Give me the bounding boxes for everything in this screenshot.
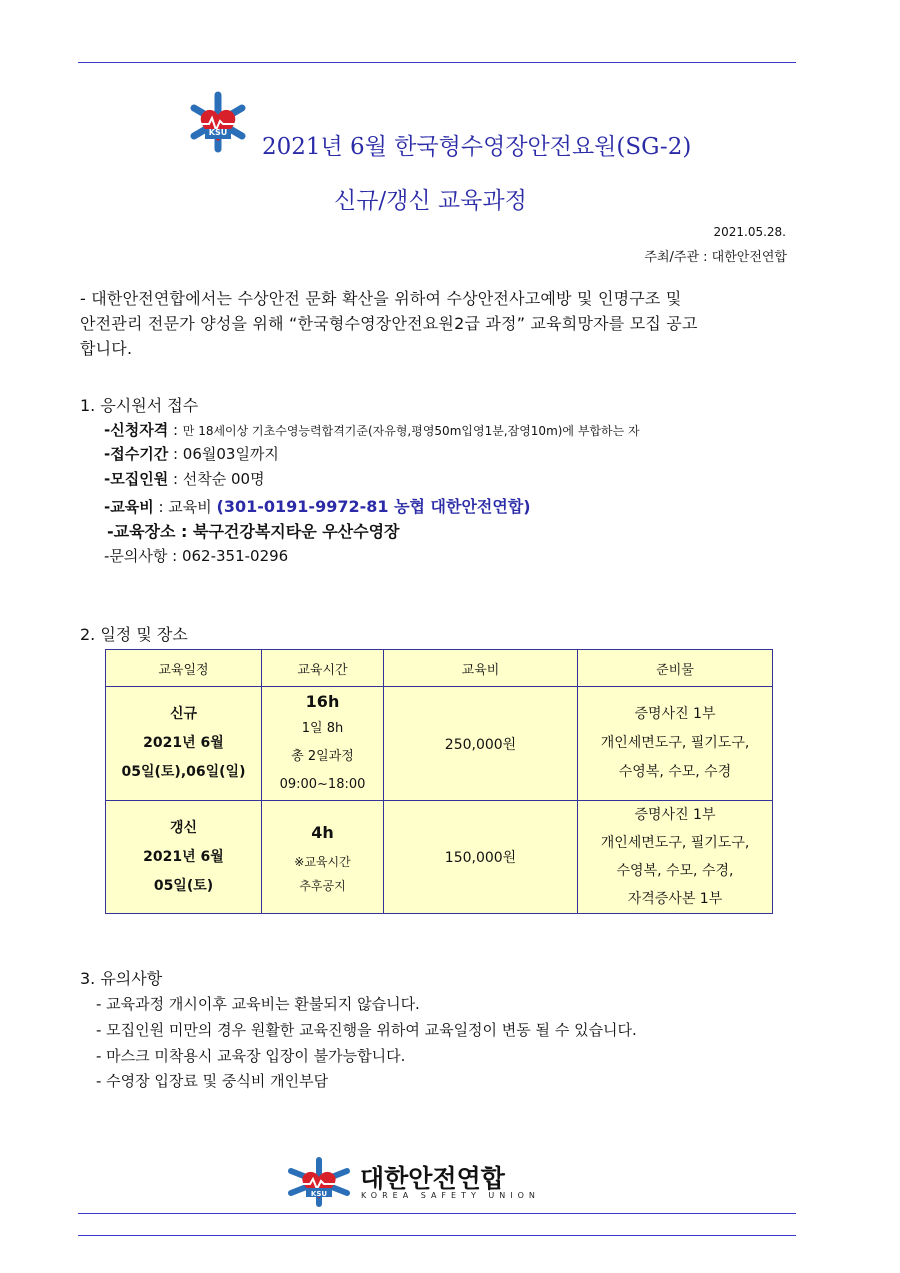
organizer-line: 주최/주관 : 대한안전연합	[644, 250, 787, 265]
section-3-heading: 3. 유의사항	[80, 969, 163, 988]
course-type: 갱신	[169, 819, 198, 836]
section-1-heading: 1. 응시원서 접수	[80, 396, 199, 415]
course-month: 2021년 6월	[143, 848, 224, 865]
col-header-materials: 준비물	[578, 650, 773, 687]
col-header-fee: 교육비	[384, 650, 578, 687]
intro-line-3: 합니다.	[80, 339, 133, 358]
venue-value: : 북구건강복지타운 우산수영장	[175, 522, 400, 541]
recruit-count-line	[104, 468, 265, 489]
footer-ksu-logo-icon	[286, 1157, 352, 1207]
recruit-count-label: -모집인원	[104, 470, 169, 488]
course-dates: 05일(토)	[153, 877, 214, 894]
col-header-schedule: 교육일정	[106, 650, 262, 687]
material-item: 증명사진 1부	[634, 807, 716, 823]
course-type: 신규	[169, 706, 198, 722]
intro-line-1: - 대한안전연합에서는 수상안전 문화 확산을 위하여 수상안전사고예방 및 인명구조 및	[80, 289, 682, 308]
document-date: 2021.05.28.	[713, 225, 786, 239]
footer-rule-1	[78, 1213, 796, 1214]
time-detail: 총 2일과정	[291, 748, 354, 764]
application-period-line	[104, 443, 279, 464]
fee-cell: 250,000원	[384, 687, 578, 801]
footer-logo-badge-text: KSU	[310, 1190, 328, 1198]
application-period-value: : 06월03일까지	[168, 445, 279, 463]
recruit-count-value: : 선착순 00명	[168, 470, 265, 488]
section-2-heading: 2. 일정 및 장소	[80, 625, 188, 644]
material-item: 개인세면도구, 필기도구,	[600, 835, 750, 851]
fee-account: (301-0191-9972-81 농협 대한안전연합)	[216, 497, 531, 516]
qualification-line	[104, 419, 640, 440]
contact-line	[104, 545, 288, 566]
time-detail: 1일 8h	[301, 720, 344, 736]
schedule-table	[105, 649, 773, 914]
qualification-sep: :	[168, 421, 183, 439]
qualification-value: 만 18세이상 기초수영능력합격기준(자유형,평영50m입영1분,잠영10m)에 부합하는 자	[182, 424, 640, 438]
notice-item: - 마스크 미착용시 교육장 입장이 불가능합니다.	[96, 1047, 406, 1065]
page-title: 2021년 6월 한국형수영장안전요원(SG-2)	[262, 134, 692, 160]
notice-item: - 모집인원 미만의 경우 원활한 교육진행을 위하여 교육일정이 변동 될 수 있습니다.	[96, 1021, 637, 1039]
schedule-cell	[106, 687, 262, 801]
notice-item: - 수영장 입장료 및 중식비 개인부담	[96, 1072, 329, 1090]
contact-label: -문의사항	[104, 547, 168, 565]
materials-cell	[578, 801, 773, 914]
footer-rule-2	[78, 1235, 796, 1236]
notice-item: - 교육과정 개시이후 교육비는 환불되지 않습니다.	[96, 995, 420, 1013]
fee-line	[104, 494, 531, 517]
time-cell	[262, 687, 384, 801]
venue-label: -교육장소	[107, 522, 176, 541]
qualification-label: -신청자격	[104, 421, 169, 439]
application-period-label: -접수기간	[104, 445, 169, 463]
course-dates: 05일(토),06일(일)	[121, 764, 246, 780]
material-item: 수영복, 수모, 수경	[618, 764, 732, 780]
schedule-cell	[106, 801, 262, 914]
time-detail: 09:00~18:00	[279, 776, 366, 792]
time-detail: 추후공지	[299, 879, 346, 893]
page-subtitle: 신규/갱신 교육과정	[334, 188, 527, 214]
col-header-time: 교육시간	[262, 650, 384, 687]
top-rule	[78, 62, 796, 63]
material-item: 개인세면도구, 필기도구,	[600, 735, 750, 751]
contact-value: : 062-351-0296	[167, 547, 289, 565]
footer-org-name-en: KOREA SAFETY UNION	[361, 1191, 540, 1200]
table-row	[106, 687, 773, 801]
material-item: 자격증사본 1부	[627, 891, 723, 907]
footer-org-name: 대한안전연합	[360, 1164, 505, 1193]
material-item: 수영복, 수모, 수경,	[616, 863, 734, 879]
logo-badge-text: KSU	[208, 128, 228, 137]
ksu-logo-icon	[187, 91, 249, 153]
fee-value: : 교육비	[153, 498, 217, 516]
fee-cell: 150,000원	[384, 801, 578, 914]
intro-line-2: 안전관리 전문가 양성을 위해 “한국형수영장안전요원2급 과정” 교육희망자를 모집 공고	[80, 314, 698, 333]
time-cell	[262, 801, 384, 914]
course-month: 2021년 6월	[143, 735, 224, 751]
intro-paragraph	[80, 286, 790, 361]
venue-line	[107, 519, 400, 542]
time-detail: ※교육시간	[294, 855, 351, 869]
table-header-row	[106, 650, 773, 687]
time-hours: 4h	[311, 823, 334, 842]
table-row	[106, 801, 773, 914]
materials-cell	[578, 687, 773, 801]
fee-label: -교육비	[104, 498, 154, 516]
material-item: 증명사진 1부	[634, 706, 716, 722]
time-hours: 16h	[305, 691, 340, 711]
